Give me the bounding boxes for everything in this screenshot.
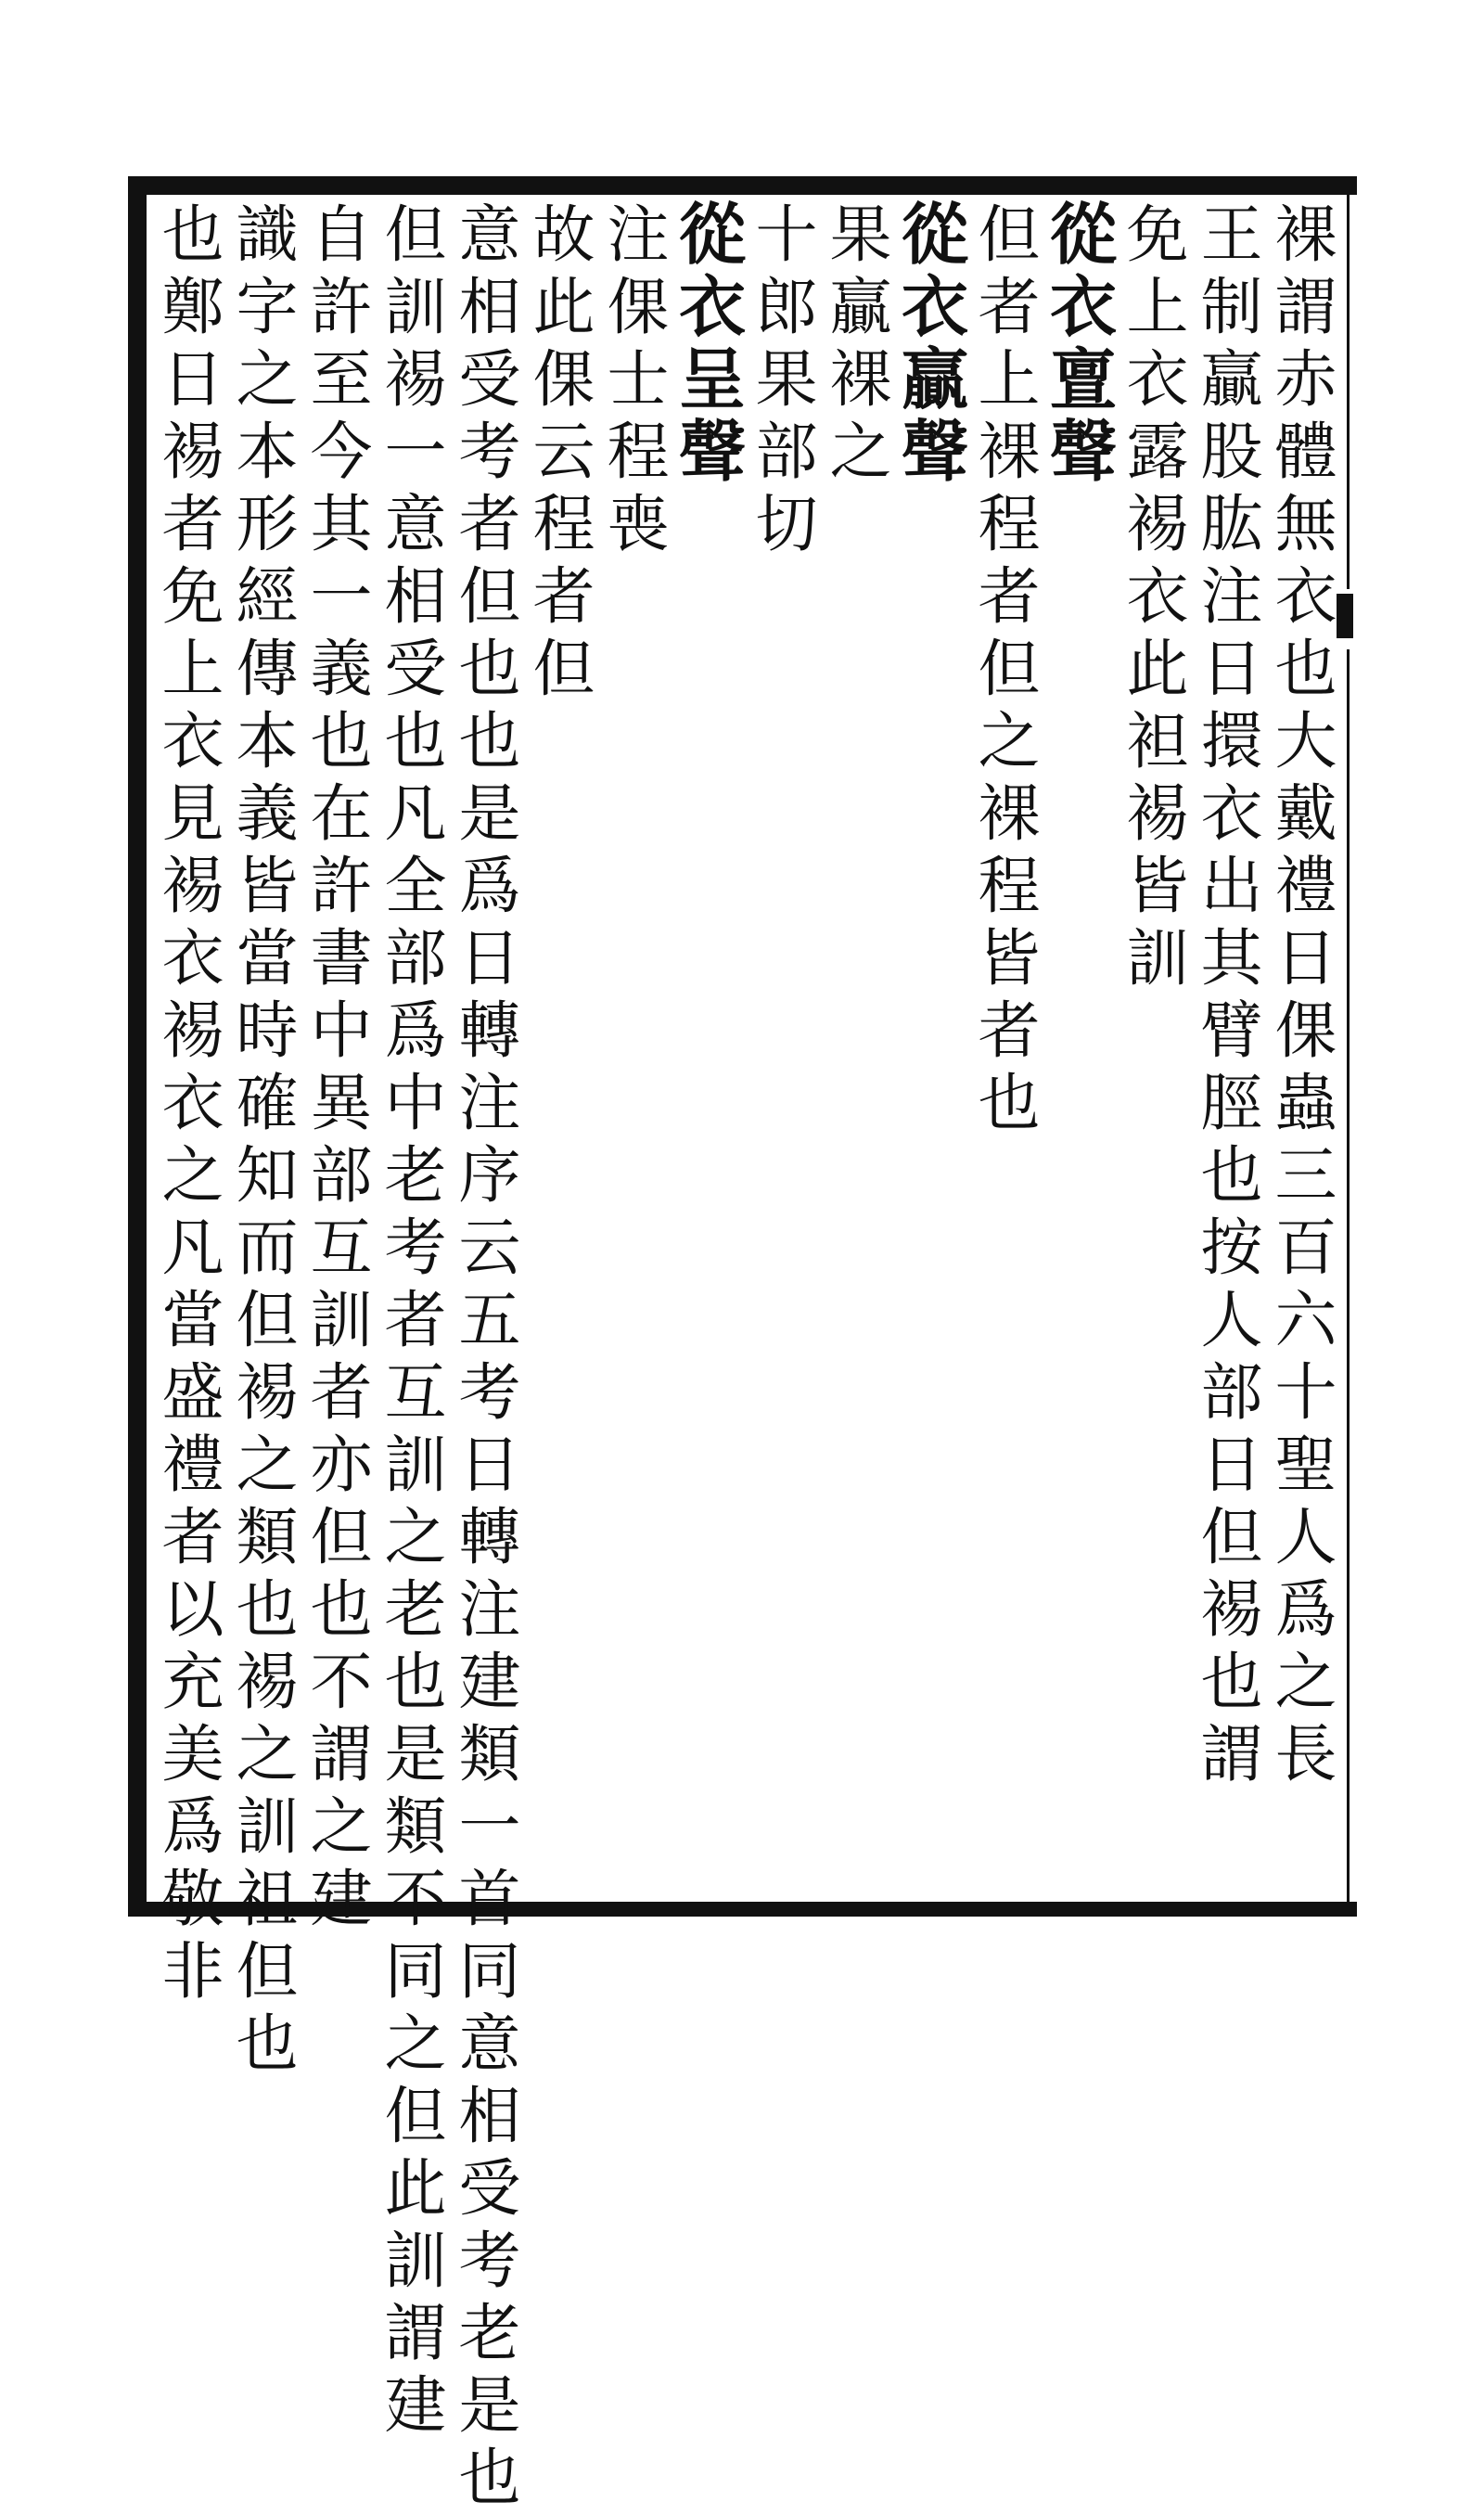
column-11-text: 故此倮云程者但	[532, 199, 595, 705]
column-10-text: 注倮士程喪	[607, 199, 670, 560]
text-column-8	[751, 199, 822, 1896]
column-15-text: 識字之本形經傳本義皆當時確知而但裼之類也裼之訓祖但也	[236, 199, 299, 2080]
column-4-text: 從衣亶聲	[1049, 195, 1117, 491]
text-column-10	[603, 199, 673, 1896]
column-7-text: 果贏裸之	[829, 199, 892, 488]
right-border-rule	[1347, 181, 1350, 589]
text-column-4-heading	[1048, 195, 1119, 1896]
column-13-text: 但訓裼一意相受也凡全部爲中老考者互訓之老也是類不同之但此訓謂建	[384, 199, 447, 2442]
text-column-12	[454, 199, 525, 2514]
right-border-rule-lower	[1347, 649, 1350, 1902]
column-3-text: 免上衣露裼衣此袒裼皆訓	[1126, 199, 1189, 994]
column-2-text: 王制贏股肱注日擐衣出其臂脛也按人部日但裼也謂	[1200, 199, 1263, 1790]
column-1-text: 裸謂赤體無衣也大戴禮日倮蟲三百六十聖人爲之長	[1274, 199, 1337, 1790]
text-column-5	[974, 199, 1044, 1896]
text-column-9-heading	[677, 195, 748, 1896]
text-column-1	[1271, 199, 1341, 1896]
text-column-7	[825, 199, 896, 1896]
text-column-2	[1196, 199, 1267, 1896]
text-column-16	[158, 199, 228, 2007]
text-column-14	[306, 199, 377, 1935]
left-border-rule	[128, 176, 147, 1917]
column-6-text: 從衣贏聲	[901, 195, 968, 491]
text-column-13	[380, 199, 451, 2442]
vertical-text-block	[154, 195, 1341, 2514]
column-16-text: 也鄭日裼者免上衣見裼衣裼衣之凡當盛禮者以充美爲敬非	[161, 199, 224, 2007]
column-14-text: 自許至今其一義也在許書中異部互訓者亦但也不謂之建	[310, 199, 373, 1935]
text-column-11	[529, 199, 599, 1896]
text-column-15	[232, 199, 302, 2080]
top-border-rule	[128, 176, 1357, 195]
column-9-text: 從衣呈聲	[678, 195, 746, 491]
text-column-3	[1122, 199, 1193, 1896]
column-8-text: 十郎果部切	[755, 199, 818, 560]
column-5-text: 但者上裸程者但之裸程皆者也	[978, 199, 1041, 1139]
column-12-text: 意相受考者但也也是爲日轉注序云五考日轉注建類一首同意相受考老是也	[458, 199, 521, 2514]
text-column-6-heading	[900, 195, 970, 1896]
